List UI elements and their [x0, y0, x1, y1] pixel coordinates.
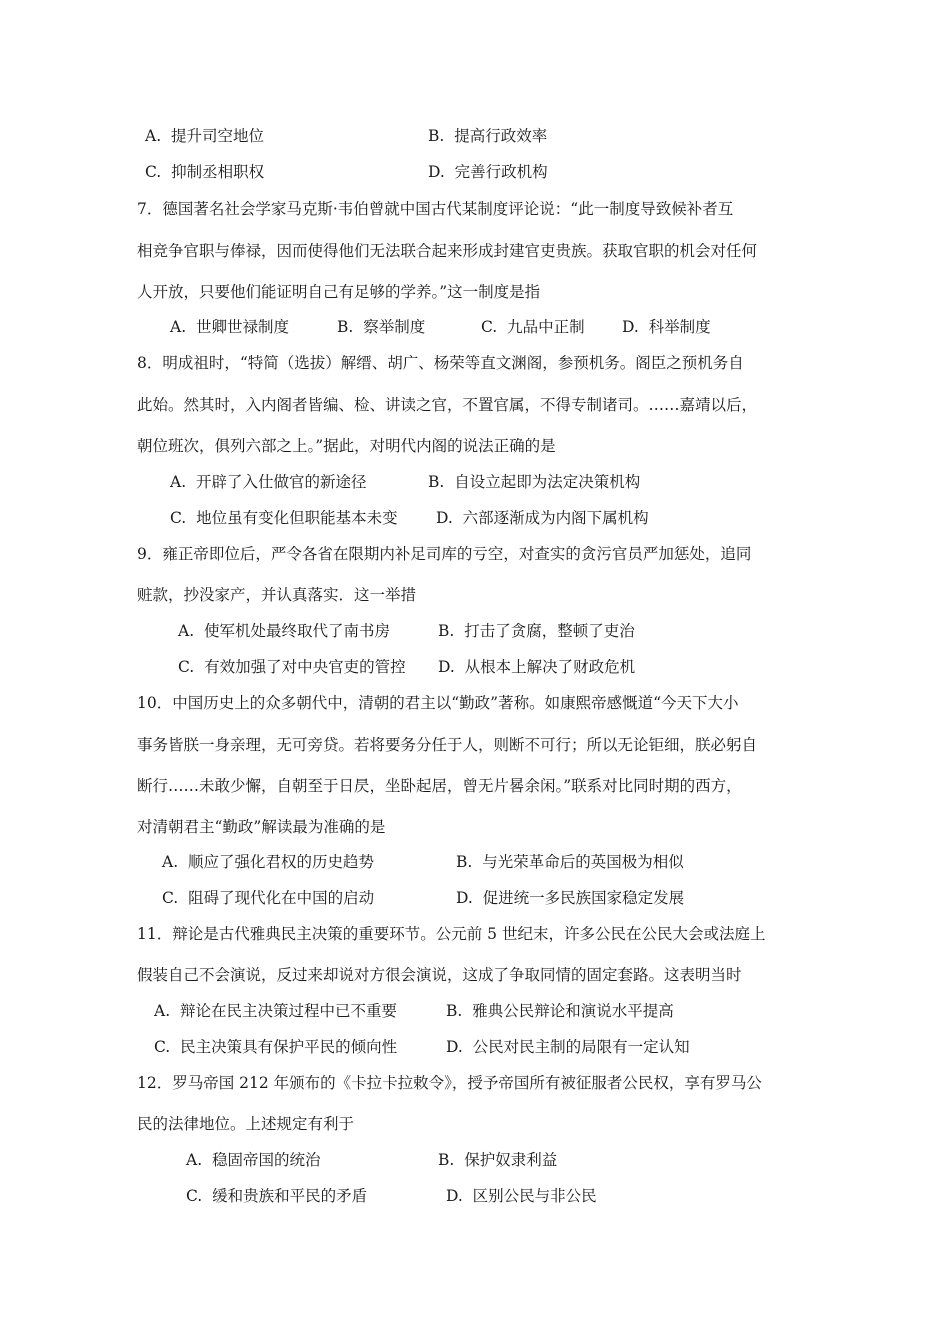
q10-option-a: A. 顺应了强化君权的历史趋势 — [162, 853, 374, 871]
q8-option-a: A. 开辟了入仕做官的新途径 — [170, 473, 367, 491]
q8-stem-line-2: 此始。然其时，入内阁者皆编、检、讲读之官，不置官属，不得专制诸司。……嘉靖以后， — [137, 396, 758, 414]
q6-option-d: D. 完善行政机构 — [428, 163, 548, 181]
q6-option-a: A. 提升司空地位 — [145, 127, 264, 145]
q7-option-c: C. 九品中正制 — [481, 318, 585, 336]
q10-option-c: C. 阻碍了现代化在中国的启动 — [162, 889, 375, 907]
q10-stem-line-1: 10．中国历史上的众多朝代中，清朝的君主以“勤政”著称。如康熙帝感慨道“今天下大小 — [137, 694, 739, 712]
q7-option-a: A. 世卿世禄制度 — [170, 318, 289, 336]
q11-option-c: C. 民主决策具有保护平民的倾向性 — [154, 1038, 398, 1056]
q10-stem-line-4: 对清朝君主“勤政”解读最为准确的是 — [137, 818, 386, 836]
q9-option-d: D. 从根本上解决了财政危机 — [438, 658, 636, 676]
q9-option-c: C. 有效加强了对中央官吏的管控 — [178, 658, 406, 676]
q12-option-a: A. 稳固帝国的统治 — [186, 1151, 321, 1169]
q11-option-a: A. 辩论在民主决策过程中已不重要 — [154, 1002, 397, 1020]
q10-option-b: B. 与光荣革命后的英国极为相似 — [456, 853, 684, 871]
q9-stem-line-2: 赃款，抄没家产，并认真落实．这一举措 — [137, 586, 417, 604]
q12-option-b: B. 保护奴隶利益 — [438, 1151, 558, 1169]
q12-option-c: C. 缓和贵族和平民的矛盾 — [186, 1187, 368, 1205]
q7-stem-line-2: 相竞争官职与俸禄，因而使得他们无法联合起来形成封建官吏贵族。获取官职的机会对任何 — [137, 242, 758, 260]
q8-stem-line-1: 8．明成祖时，“特简（选拔）解缙、胡广、杨荣等直文渊阁，参预机务。阁臣之预机务自 — [137, 354, 744, 372]
q10-stem-line-2: 事务皆朕一身亲理，无可旁贷。若将要务分任于人，则断不可行；所以无论钜细，朕必躬自 — [137, 736, 758, 754]
q11-stem-line-2: 假装自己不会演说，反过来却说对方很会演说，这成了争取同情的固定套路。这表明当时 — [137, 966, 742, 984]
q12-stem-line-2: 民的法律地位。上述规定有利于 — [137, 1115, 355, 1133]
q12-option-d: D. 区别公民与非公民 — [446, 1187, 597, 1205]
q11-option-b: B. 雅典公民辩论和演说水平提高 — [446, 1002, 674, 1020]
q6-option-c: C. 抑制丞相职权 — [145, 163, 265, 181]
q7-stem-line-1: 7．德国著名社会学家马克斯·韦伯曾就中国古代某制度评论说：“此一制度导致候补者互 — [137, 200, 734, 218]
q7-option-d: D. 科举制度 — [622, 318, 711, 336]
q11-stem-line-1: 11．辩论是古代雅典民主决策的重要环节。公元前 5 世纪末，许多公民在公民大会或法庭上 — [137, 925, 766, 943]
q10-stem-line-3: 断行……未敢少懈，自朝至于日昃，坐卧起居，曾无片晷余闲。”联系对比同时期的西方， — [137, 777, 742, 795]
q10-option-d: D. 促进统一多民族国家稳定发展 — [456, 889, 685, 907]
q11-option-d: D. 公民对民主制的局限有一定认知 — [446, 1038, 690, 1056]
q8-option-b: B. 自设立起即为法定决策机构 — [428, 473, 641, 491]
q8-option-c: C. 地位虽有变化但职能基本未变 — [170, 509, 398, 527]
q7-stem-line-3: 人开放，只要他们能证明自己有足够的学养。”这一制度是指 — [137, 283, 541, 301]
q9-option-b: B. 打击了贪腐，整顿了吏治 — [438, 622, 635, 640]
q7-option-b: B. 察举制度 — [337, 318, 426, 336]
q9-option-a: A. 使军机处最终取代了南书房 — [178, 622, 390, 640]
q6-option-b: B. 提高行政效率 — [428, 127, 548, 145]
q8-stem-line-3: 朝位班次，俱列六部之上。”据此，对明代内阁的说法正确的是 — [137, 437, 556, 455]
q8-option-d: D. 六部逐渐成为内阁下属机构 — [436, 509, 649, 527]
q9-stem-line-1: 9．雍正帝即位后，严令各省在限期内补足司库的亏空，对查实的贪污官员严加惩处，追同 — [137, 545, 752, 563]
q12-stem-line-1: 12．罗马帝国 212 年颁布的《卡拉卡拉敕令》，授予帝国所有被征服者公民权，享有罗马公 — [137, 1074, 762, 1092]
